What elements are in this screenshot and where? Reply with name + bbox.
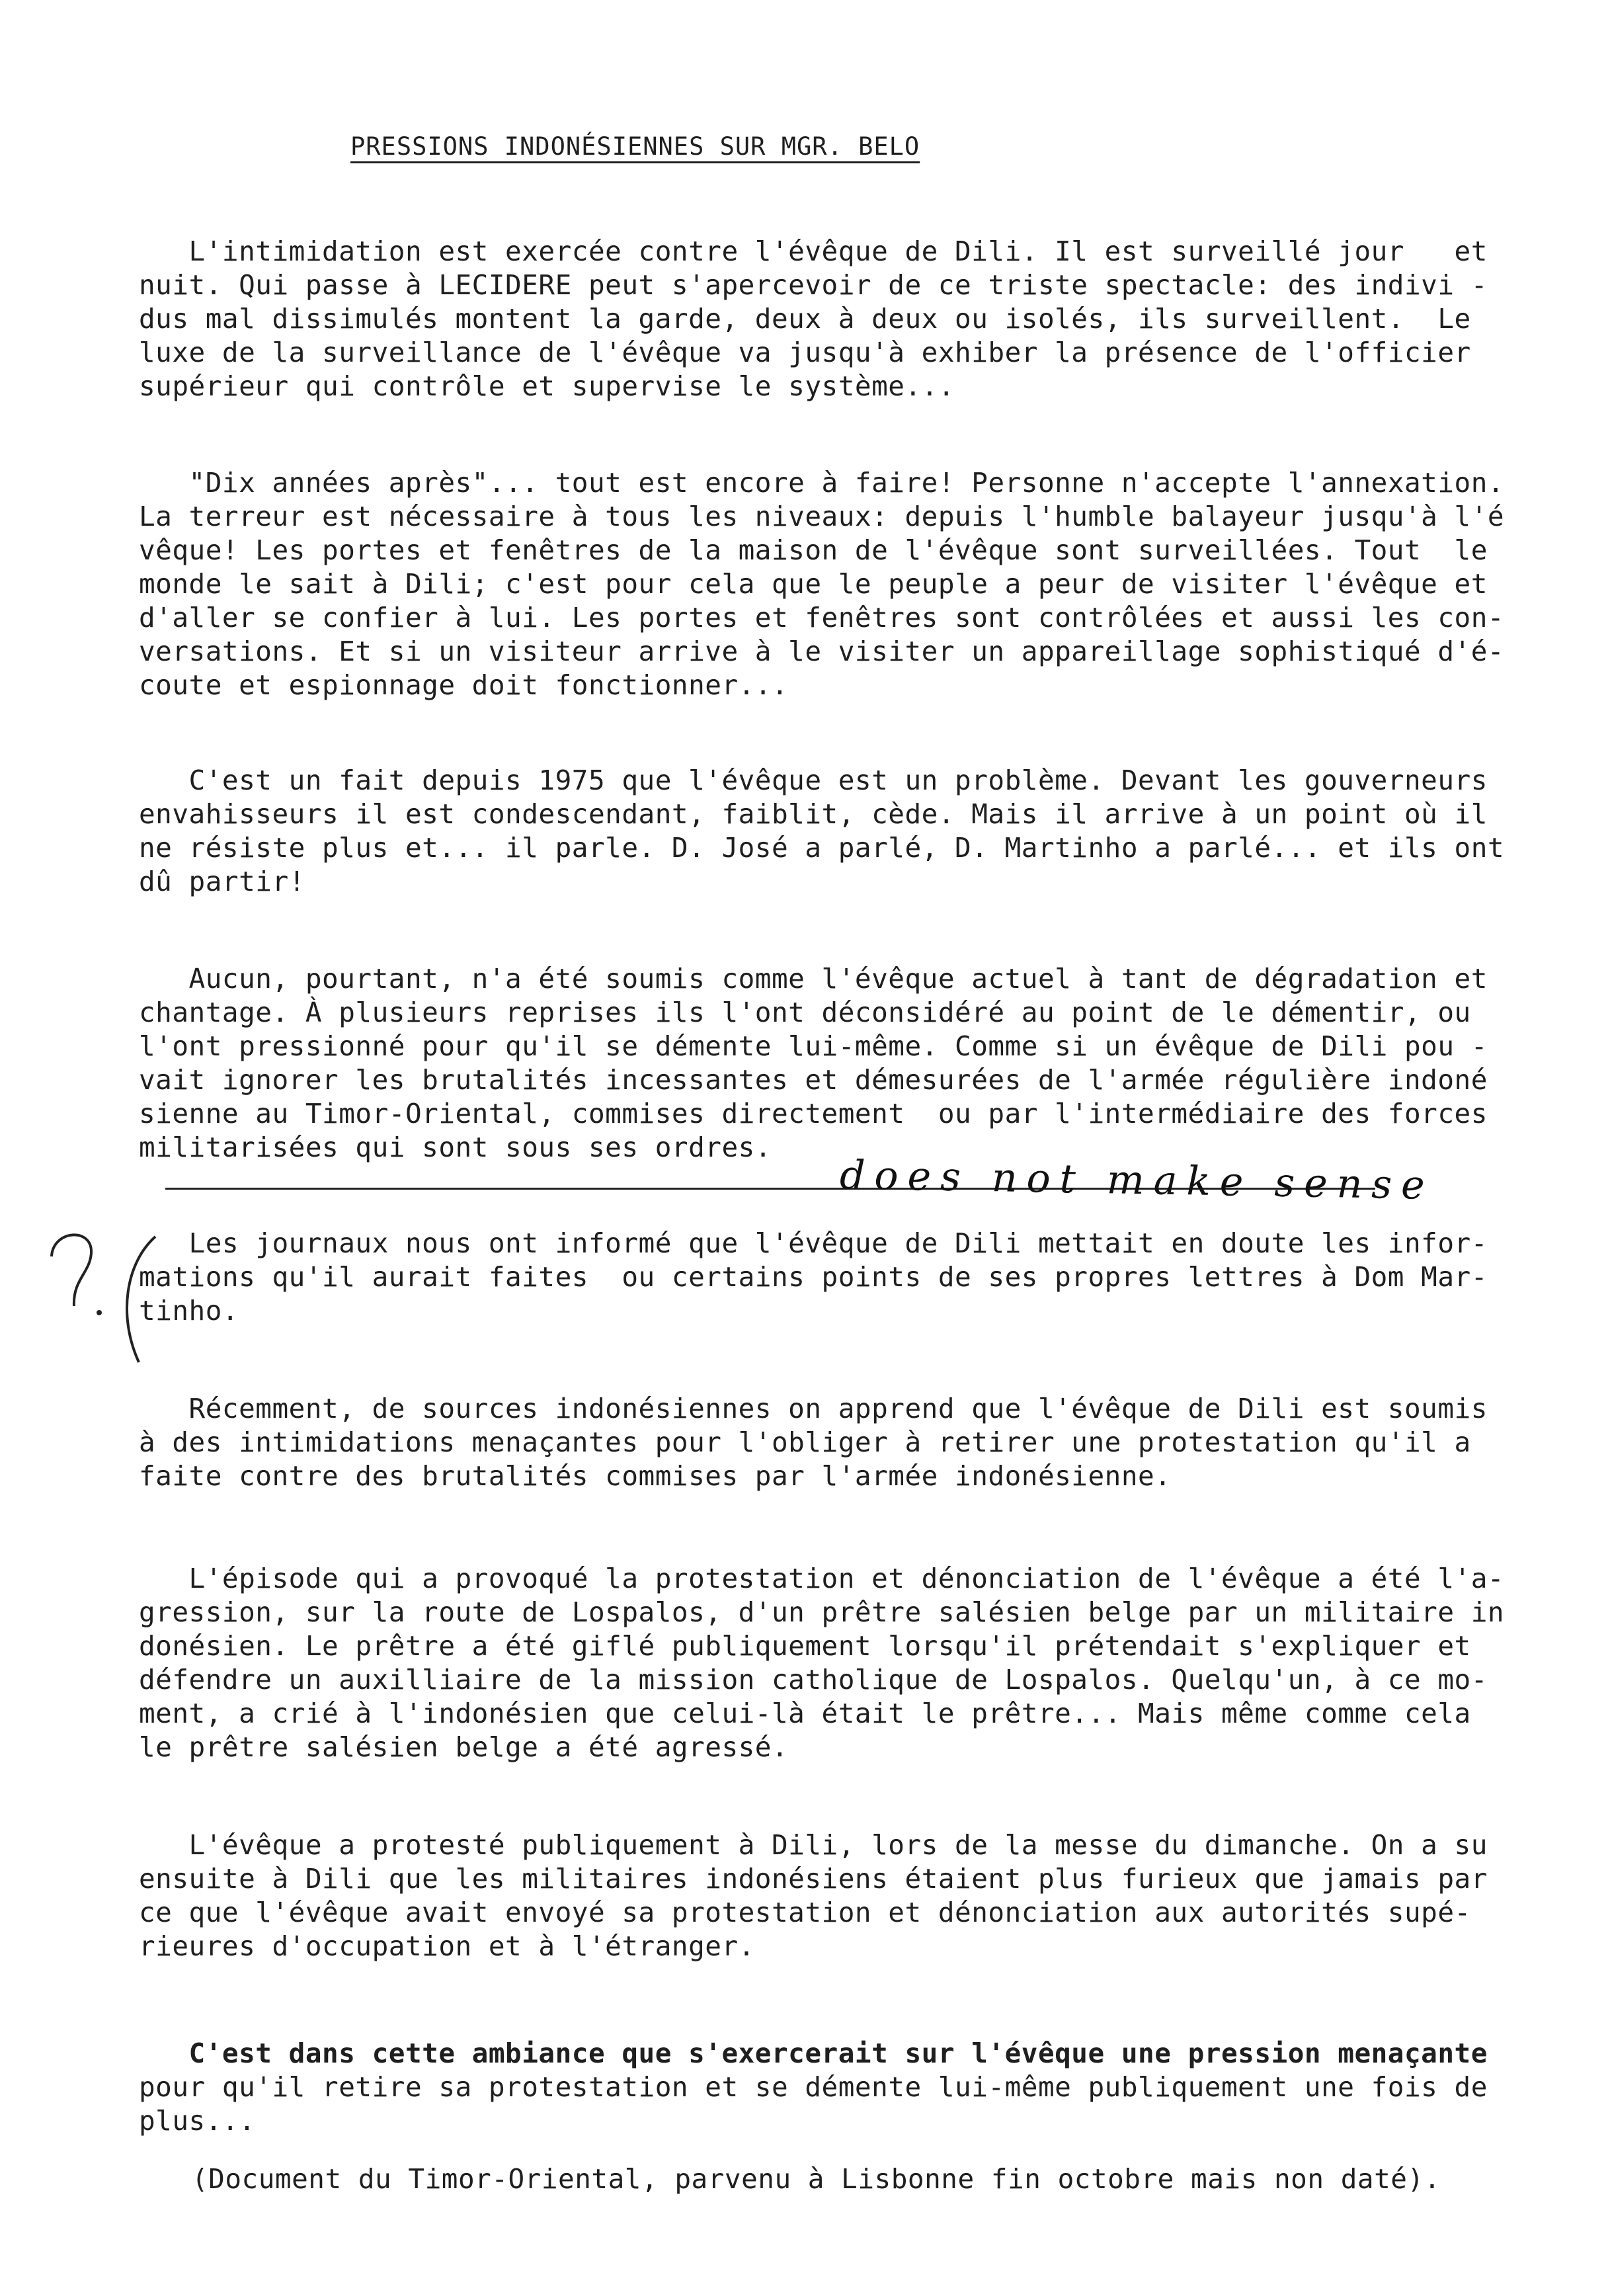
paragraph-1	[139, 235, 1488, 403]
source-note-block	[192, 2162, 1534, 2196]
paragraph-5	[139, 1227, 1488, 1328]
text-line: dus mal dissimulés montent la garde, deux à deux ou isolés, ils surveillent. Le	[139, 303, 1471, 335]
text-line: mations qu'il aurait faites ou certains points de ses propres lettres à Dom Mar-	[139, 1261, 1488, 1293]
text-line: rieures d'occupation et à l'étranger.	[139, 1930, 755, 1962]
paragraph-7	[139, 1562, 1505, 1764]
text-line: vêque! Les portes et fenêtres de la maison de l'évêque sont surveillées. Tout le	[139, 534, 1488, 566]
text-line: l'ont pressionné pour qu'il se démente lui-même. Comme si un évêque de Dili pou -	[139, 1030, 1488, 1062]
text-line: ment, a crié à l'indonésien que celui-là était le prêtre... Mais même comme cela	[139, 1698, 1471, 1729]
text-line: militarisées qui sont sous ses ordres.	[139, 1131, 772, 1163]
text-line: ce que l'évêque avait envoyé sa protestation et dénonciation aux autorités supé-	[139, 1897, 1471, 1928]
text-line: pour qu'il retire sa protestation et se démente lui-même publiquement une fois de	[139, 2071, 1488, 2103]
text-line: luxe de la surveillance de l'évêque va jusqu'à exhiber la présence de l'officier	[139, 337, 1471, 368]
text-line: supérieur qui contrôle et supervise le système...	[139, 370, 955, 402]
text-line: C'est un fait depuis 1975 que l'évêque est un problème. Devant les gouverneurs	[139, 764, 1488, 796]
paragraph-9	[139, 2037, 1488, 2138]
text-line: C'est dans cette ambiance que s'exercerait sur l'évêque une pression menaçante	[139, 2037, 1488, 2069]
text-line: vait ignorer les brutalités incessantes et démesurées de l'armée régulière indoné	[139, 1064, 1488, 1096]
text-line: Aucun, pourtant, n'a été soumis comme l'évêque actuel à tant de dégradation et	[139, 963, 1488, 995]
text-line: L'intimidation est exercée contre l'évêque de Dili. Il est surveillé jour et	[139, 235, 1488, 267]
paragraph-3	[139, 764, 1505, 899]
text-line: monde le sait à Dili; c'est pour cela que le peuple a peur de visiter l'évêque et	[139, 568, 1488, 600]
text-line: chantage. À plusieurs reprises ils l'ont déconsidéré au point de le démentir, ou	[139, 997, 1471, 1028]
text-line: ensuite à Dili que les militaires indonésiens étaient plus furieux que jamais par	[139, 1863, 1488, 1895]
text-line: dû partir!	[139, 866, 305, 897]
source-note: (Document du Timor-Oriental, parvenu à Lisbonne fin octobre mais non daté).	[192, 2163, 1441, 2195]
text-line: plus...	[139, 2105, 256, 2137]
text-line: sienne au Timor-Oriental, commises directement ou par l'intermédiaire des forces	[139, 1098, 1488, 1129]
text-line: le prêtre salésien belge a été agressé.	[139, 1731, 789, 1763]
document-title: PRESSIONS INDONÉSIENNES SUR MGR. BELO	[350, 132, 920, 161]
text-line: La terreur est nécessaire à tous les niveaux: depuis l'humble balayeur jusqu'à l'é	[139, 501, 1505, 532]
text-line: L'évêque a protesté publiquement à Dili, lors de la messe du dimanche. On a su	[139, 1829, 1488, 1861]
text-line: gression, sur la route de Lospalos, d'un prêtre salésien belge par un militaire in	[139, 1596, 1505, 1628]
text-line: "Dix années après"... tout est encore à faire! Personne n'accepte l'annexation.	[139, 467, 1505, 499]
paragraph-4	[139, 962, 1488, 1165]
text-line: ne résiste plus et... il parle. D. José a parlé, D. Martinho a parlé... et ils ont	[139, 832, 1505, 864]
text-line: coute et espionnage doit fonctionner...	[139, 669, 789, 701]
text-line: faite contre des brutalités commises par l'armée indonésienne.	[139, 1460, 1172, 1492]
text-line: envahisseurs il est condescendant, faiblit, cède. Mais il arrive à un point où il	[139, 798, 1488, 830]
paragraph-8	[139, 1828, 1488, 1963]
text-line: d'aller se confier à lui. Les portes et fenêtres sont contrôlées et aussi les con-	[139, 602, 1505, 634]
text-line: défendre un auxilliaire de la mission catholique de Lospalos. Quelqu'un, à ce mo-	[139, 1664, 1488, 1696]
text-line: tinho.	[139, 1295, 239, 1327]
text-line: L'épisode qui a provoqué la protestation et dénonciation de l'évêque a été l'a-	[139, 1563, 1505, 1594]
text-line: donésien. Le prêtre a été giflé publiquement lorsqu'il prétendait s'expliquer et	[139, 1630, 1471, 1662]
text-line: Les journaux nous ont informé que l'évêque de Dili mettait en doute les infor-	[139, 1227, 1488, 1259]
text-line: versations. Et si un visiteur arrive à le visiter un appareillage sophistiqué d'é-	[139, 636, 1505, 667]
text-line: Récemment, de sources indonésiennes on apprend que l'évêque de Dili est soumis	[139, 1393, 1488, 1424]
text-line: à des intimidations menaçantes pour l'obliger à retirer une protestation qu'il a	[139, 1426, 1471, 1458]
handwritten-annotation: does not make sense	[839, 1152, 1435, 1209]
text-line: nuit. Qui passe à LECIDERE peut s'apercevoir de ce triste spectacle: des indivi -	[139, 269, 1488, 301]
paragraph-2	[139, 466, 1505, 702]
paragraph-6	[139, 1392, 1488, 1493]
